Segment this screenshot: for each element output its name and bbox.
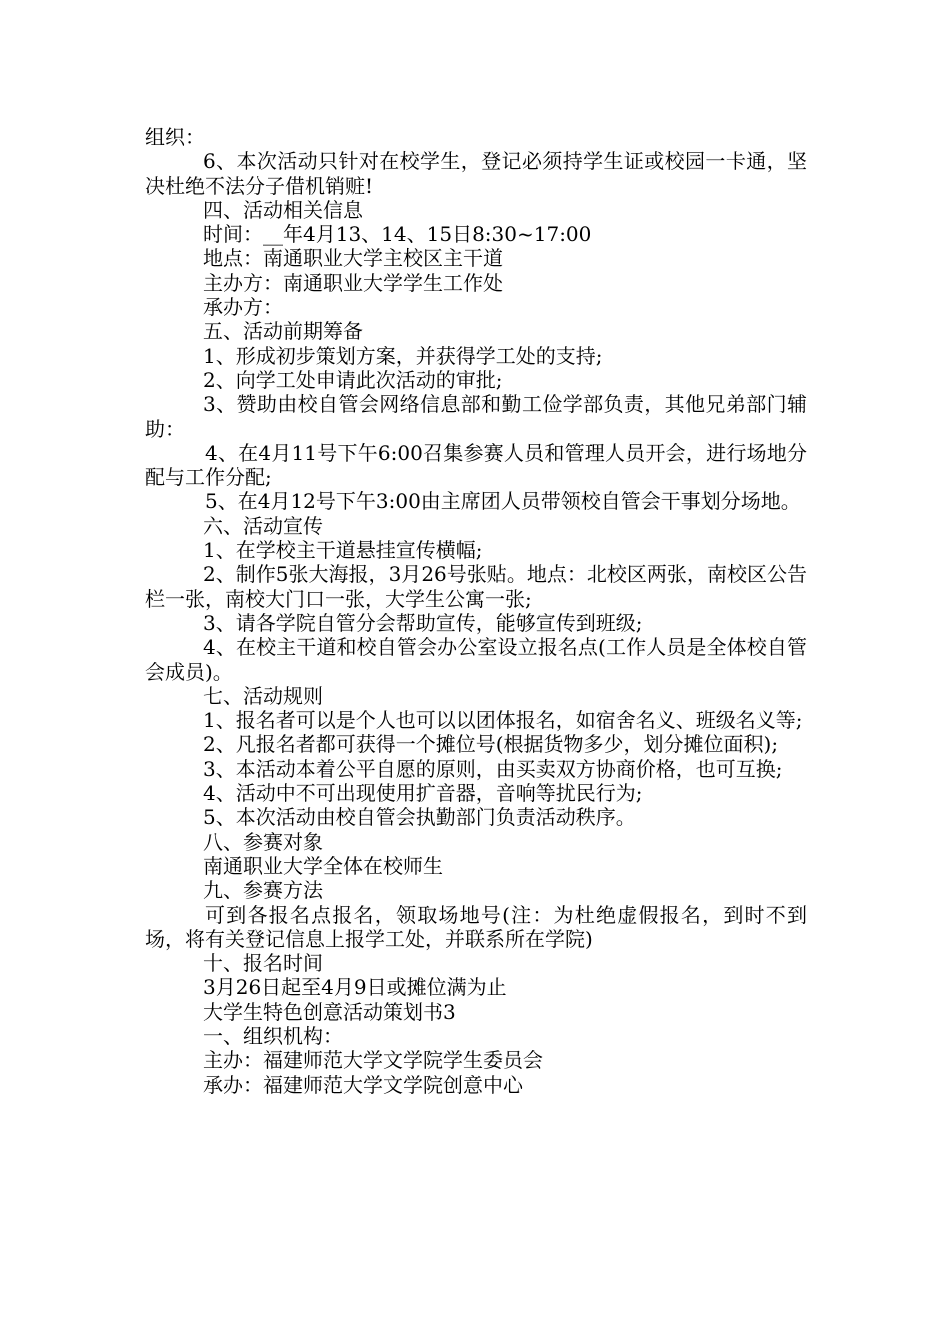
section-heading: 八、参赛对象 [203,829,323,854]
paragraph: 南通职业大学全体在校师生 [203,853,443,878]
section-heading: 四、活动相关信息 [203,197,363,222]
paragraph: 5、本次活动由校自管会执勤部门负责活动秩序。 [203,805,636,830]
paragraph: 主办方：南通职业大学学生工作处 [203,270,503,295]
section-heading: 七、活动规则 [203,683,323,708]
paragraph: 1、形成初步策划方案，并获得学工处的支持; [203,343,603,368]
paragraph: 2、凡报名者都可获得一个摊位号(根据货物多少，划分摊位面积); [203,732,779,757]
paragraph: 地点：南通职业大学主校区主干道 [203,246,503,271]
paragraph: 3、赞助由校自管会网络信息部和勤工俭学部负责，其他兄弟部门辅助： [145,392,807,441]
paragraph: 6、本次活动只针对在校学生，登记必须持学生证或校园一卡通，坚决杜绝不法分子借机销赃! [145,149,807,198]
paragraph: 组织： [145,125,205,149]
paragraph: 承办方： [203,295,283,320]
paragraph: 4、活动中不可出现使用扩音器，音响等扰民行为; [203,781,643,806]
paragraph: 可到各报名点报名，领取场地号(注：为杜绝虚假报名，到时不到场，将有关登记信息上报学工处，并联系所在学院) [145,902,807,951]
paragraph: 时间：__年4月13、14、15日8:30~17:00 [203,222,592,247]
paragraph: 3、请各学院自管分会帮助宣传，能够宣传到班级; [203,610,643,635]
paragraph: 5、在4月12号下午3:00由主席团人员带领校自管会干事划分场地。 [205,489,801,514]
document-subtitle: 大学生特色创意活动策划书3 [203,999,456,1024]
paragraph: 4、在校主干道和校自管会办公室设立报名点(工作人员是全体校自管会成员)。 [145,635,807,684]
paragraph: 承办：福建师范大学文学院创意中心 [203,1072,523,1097]
section-heading: 十、报名时间 [203,951,323,976]
paragraph: 主办：福建师范大学文学院学生委员会 [203,1048,543,1073]
paragraph: 2、制作5张大海报，3月26号张贴。地点：北校区两张，南校区公告栏一张，南校大门口一张，大学生公寓一张; [145,562,807,611]
section-heading: 九、参赛方法 [203,878,323,903]
document-body [145,125,807,1097]
section-heading: 一、组织机构： [203,1023,343,1048]
section-heading: 五、活动前期筹备 [203,319,363,344]
paragraph: 1、在学校主干道悬挂宣传横幅; [203,538,483,563]
section-heading: 六、活动宣传 [203,513,323,538]
paragraph: 4、在4月11号下午6:00召集参赛人员和管理人员开会，进行场地分配与工作分配; [145,440,807,490]
paragraph: 2、向学工处申请此次活动的审批; [203,367,503,392]
paragraph: 3月26日起至4月9日或摊位满为止 [203,975,507,1000]
paragraph: 1、报名者可以是个人也可以以团体报名，如宿舍名义、班级名义等; [203,708,803,733]
paragraph: 3、本活动本着公平自愿的原则，由买卖双方协商价格，也可互换; [203,756,783,781]
